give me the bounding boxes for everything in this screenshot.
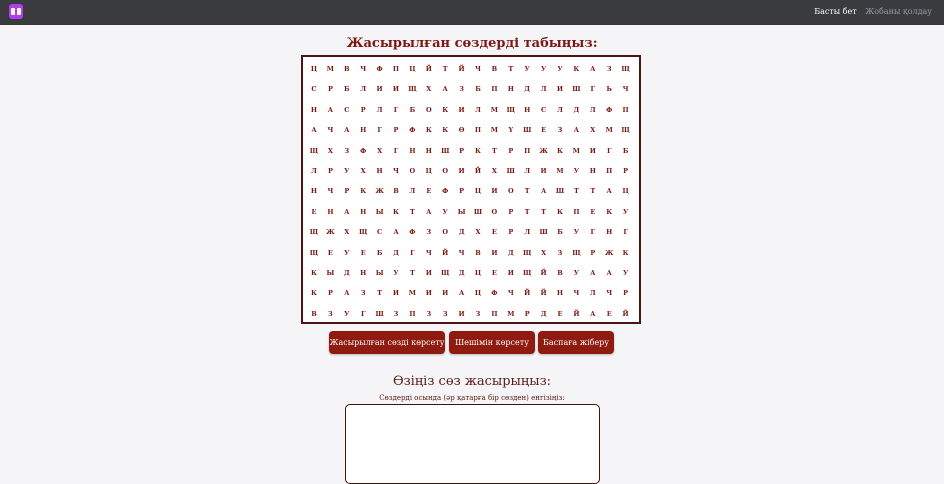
grid-cell[interactable]: Е [541,126,547,135]
grid-cell[interactable]: Д [458,269,465,277]
grid-row [306,59,640,79]
nav-links [808,7,932,17]
grid-cell[interactable]: И [376,85,383,94]
grid-cell[interactable]: А [573,126,580,135]
grid-cell[interactable]: З [426,228,432,237]
grid-cell[interactable]: Г [393,105,399,114]
grid-cell[interactable]: Х [541,248,547,257]
grid-cell[interactable]: И [589,146,596,155]
grid-cell[interactable]: К [557,207,563,216]
grid-row [306,120,640,140]
grid-cell[interactable]: Х [491,167,497,175]
grid-row [306,263,640,283]
grid-cell[interactable]: Н [425,146,432,155]
grid-cell[interactable]: Й [622,309,629,318]
grid-cell[interactable]: А [442,85,448,94]
grid-cell[interactable]: Е [491,228,497,237]
grid-cell[interactable]: Й [540,269,547,277]
grid-cell[interactable]: Ш [375,309,384,318]
grid-cell[interactable]: Щ [309,228,319,237]
grid-cell[interactable]: Т [409,269,415,277]
grid-cell[interactable]: К [311,269,317,277]
grid-cell[interactable]: Ь [606,85,612,94]
grid-cell[interactable]: Ч [327,187,334,196]
grid-cell[interactable]: З [426,309,432,318]
grid-cell[interactable]: Ф [376,65,383,73]
grid-cell[interactable]: Ч [393,167,399,175]
logo-icon[interactable] [9,4,23,19]
grid-cell[interactable]: Щ [309,146,319,155]
grid-cell[interactable]: А [590,269,596,277]
grid-cell[interactable]: П [491,309,498,318]
grid-cell[interactable]: Р [393,126,399,135]
grid-cell[interactable]: П [409,309,416,318]
grid-cell[interactable]: Д [343,269,350,277]
grid-cell[interactable]: Х [377,146,383,155]
grid-cell[interactable]: А [540,187,547,196]
grid-cell[interactable]: И [458,309,465,318]
grid-cell[interactable]: М [326,65,334,73]
print-button[interactable]: Баспаға жіберу [538,331,614,354]
grid-cell[interactable]: Г [606,146,612,155]
grid-cell[interactable]: Ф [606,105,613,114]
grid-cell[interactable]: М [605,126,613,135]
grid-cell[interactable]: Л [475,105,481,114]
grid-cell[interactable]: В [393,187,399,196]
grid-cell[interactable]: Й [524,289,531,298]
grid-cell[interactable]: Ч [622,85,629,94]
grid-cell[interactable]: И [392,289,400,298]
grid-cell[interactable]: Р [327,167,333,175]
grid-cell[interactable]: И [540,167,547,175]
grid-cell[interactable]: У [540,65,547,73]
grid-cell[interactable]: Н [524,105,531,114]
grid-cell[interactable]: О [442,167,449,175]
grid-cell[interactable]: Н [310,187,318,196]
grid-cell[interactable]: Ф [409,126,416,135]
grid-cell[interactable]: И [425,289,432,298]
grid-cell[interactable]: Ц [425,167,432,175]
show-solution-button[interactable]: Шешімін көрсету [449,331,535,354]
grid-cell[interactable]: О [425,105,432,114]
grid-cell[interactable]: Ц [310,65,318,73]
grid-row [306,283,640,303]
grid-cell[interactable]: Т [541,207,547,216]
grid-cell[interactable]: Ш [441,146,450,155]
grid-cell[interactable]: Н [360,269,367,277]
grid-cell[interactable]: Р [327,85,333,94]
grid-cell[interactable]: З [328,309,333,318]
grid-cell[interactable]: Й [458,65,465,73]
grid-cell[interactable]: Ш [506,167,515,175]
grid-cell[interactable]: Ш [572,85,581,94]
grid-cell[interactable]: Ч [573,289,580,298]
grid-cell[interactable]: Б [409,105,416,114]
grid-cell[interactable]: Г [623,228,628,237]
grid-cell[interactable]: И [392,85,400,94]
grid-cell[interactable]: П [573,207,580,216]
grid-cell[interactable]: Т [524,207,530,216]
grid-cell[interactable]: М [408,289,416,298]
grid-cell[interactable]: З [475,309,481,318]
grid-cell[interactable]: Ф [409,228,416,237]
grid-cell[interactable]: Ц [409,65,416,73]
grid-cell[interactable]: Ж [326,228,335,237]
grid-cell[interactable]: Б [344,85,350,94]
grid-cell[interactable]: П [622,105,629,114]
grid-cell[interactable]: Л [376,105,383,114]
grid-cell[interactable]: Д [540,309,547,318]
grid-cell[interactable]: И [458,105,465,114]
grid-cell[interactable]: А [393,228,399,237]
grid-cell[interactable]: Е [606,309,612,318]
words-input-hint: Сөздерді осында (әр қатарға бір сөзден) енгізіңіз: [379,394,565,402]
grid-cell[interactable]: О [409,167,416,175]
grid-cell[interactable]: И [458,167,465,175]
grid-cell[interactable]: К [360,187,367,196]
grid-cell[interactable]: Т [524,187,530,196]
grid-cell[interactable]: У [622,207,629,216]
grid-cell[interactable]: З [442,309,448,318]
grid-row [306,222,640,242]
grid-row [306,79,640,99]
grid-cell[interactable]: О [442,228,449,237]
grid-cell[interactable]: Д [458,228,465,237]
words-input[interactable] [345,404,600,484]
grid-cell[interactable]: А [344,126,350,135]
grid-cell[interactable]: Щ [506,105,515,114]
grid-cell[interactable]: Л [589,105,596,114]
grid-cell[interactable]: Ф [442,187,449,196]
grid-cell[interactable]: Ж [539,146,548,155]
grid-cell[interactable]: Ч [360,65,367,73]
grid-cell[interactable]: И [425,269,432,277]
grid-cell[interactable]: И [556,85,564,94]
grid-cell[interactable]: У [524,65,530,73]
grid-cell[interactable]: Е [311,207,317,216]
grid-cell[interactable]: Г [590,228,596,237]
grid-cell[interactable]: О [507,187,514,196]
grid-cell[interactable]: Ы [375,207,384,216]
grid-cell[interactable]: Н [409,146,416,155]
grid-cell[interactable]: Н [310,105,318,114]
grid-cell[interactable]: Е [327,248,333,257]
grid-cell[interactable]: М [490,126,498,135]
grid-cell[interactable]: П [392,65,400,73]
grid-cell[interactable]: Щ [358,228,368,237]
grid-cell[interactable]: З [459,85,464,94]
grid-cell[interactable]: Б [475,85,481,94]
grid-cell[interactable]: А [590,65,596,73]
grid-cell[interactable]: Ж [375,187,384,196]
grid-cell[interactable]: Ы [326,269,335,277]
grid-cell[interactable]: Л [524,228,531,237]
grid-cell[interactable]: В [491,65,498,73]
grid-cell[interactable]: П [606,167,613,175]
grid-cell[interactable]: К [606,207,613,216]
grid-cell[interactable]: Т [491,146,497,155]
grid-cell[interactable]: И [491,187,498,196]
grid-cell[interactable]: Р [623,167,629,175]
grid-cell[interactable]: А [458,289,465,298]
grid-cell[interactable]: Г [393,146,399,155]
grid-cell[interactable]: У [344,167,350,175]
grid-cell[interactable]: З [344,146,350,155]
grid-cell[interactable]: У [557,65,563,73]
grid-cell[interactable]: Р [508,207,514,216]
grid-cell[interactable]: Щ [572,248,581,257]
grid-cell[interactable]: Г [377,126,382,135]
grid-cell[interactable]: Д [524,85,531,94]
grid-cell[interactable]: В [475,248,481,257]
grid-row [306,100,640,120]
grid-cell[interactable]: Х [590,126,596,135]
grid-cell[interactable]: З [606,65,612,73]
grid-cell[interactable]: Ы [375,269,384,277]
grid-cell[interactable]: Г [590,85,596,94]
grid-cell[interactable]: М [490,105,498,114]
grid-row [306,202,640,222]
grid-cell[interactable]: Л [589,289,596,298]
grid-cell[interactable]: У [573,228,580,237]
grid-cell[interactable]: Б [557,228,563,237]
grid-cell[interactable]: Т [377,289,383,298]
nav-home-link[interactable]: Басты бет [814,7,857,16]
grid-cell[interactable]: Ш [473,207,483,216]
grid-cell[interactable]: Н [360,207,367,216]
grid-cell[interactable]: Й [540,289,547,298]
grid-cell[interactable]: К [393,207,399,216]
grid-cell[interactable]: Р [524,309,530,318]
grid-cell[interactable]: М [556,167,564,175]
grid-cell[interactable]: Ф [360,146,367,155]
grid-cell[interactable]: Ц [474,289,482,298]
grid-cell[interactable]: Щ [408,85,417,94]
grid-cell[interactable]: У [573,269,580,277]
grid-cell[interactable]: Л [524,167,531,175]
grid-cell[interactable]: Е [590,207,596,216]
grid-cell[interactable]: П [524,146,531,155]
grid-cell[interactable]: Ч [425,248,432,257]
grid-cell[interactable]: Ш [523,126,532,135]
grid-cell[interactable]: Б [622,146,629,155]
grid-cell[interactable]: Х [360,167,366,175]
grid-cell[interactable]: В [344,65,350,73]
grid-row [306,141,640,161]
grid-cell[interactable]: Ч [458,248,465,257]
grid-cell[interactable]: К [442,126,449,135]
grid-cell[interactable]: Н [589,167,596,175]
grid-cell[interactable]: Р [590,248,596,257]
puzzle-title: Жасырылған сөздерді табыңыз: [346,36,598,51]
grid-cell[interactable]: Ц [474,187,482,196]
grid-cell[interactable]: Р [360,105,366,114]
grid-cell[interactable]: О [491,207,498,216]
grid-cell[interactable]: Ц [622,187,629,196]
grid-cell[interactable]: Р [344,187,350,196]
grid-cell[interactable]: Т [573,187,579,196]
grid-cell[interactable]: В [311,309,317,318]
grid-cell[interactable]: Щ [309,248,319,257]
grid-cell[interactable]: С [311,85,317,94]
grid-cell[interactable]: Х [475,228,481,237]
grid-cell[interactable]: Т [409,207,415,216]
grid-cell[interactable]: У [344,248,350,257]
grid-cell[interactable]: А [344,289,350,298]
grid-cell[interactable]: Е [557,309,563,318]
grid-cell[interactable]: Й [573,309,580,318]
grid-cell[interactable]: Т [590,187,596,196]
grid-cell[interactable]: Л [409,187,416,196]
grid-cell[interactable]: Ш [555,187,565,196]
grid-cell[interactable]: Щ [621,65,630,73]
grid-cell[interactable]: Н [507,85,514,94]
grid-cell[interactable]: А [606,269,612,277]
grid-row [306,161,640,181]
show-hidden-word-button[interactable]: Жасырылған сөзді көрсету [329,331,445,354]
grid-cell[interactable]: Г [410,248,415,257]
grid-cell[interactable]: С [344,105,350,114]
create-puzzle-title: Өзіңіз сөз жасырыңыз: [392,374,552,389]
grid-cell[interactable]: Х [344,228,350,237]
grid-cell[interactable]: Д [573,105,580,114]
grid-cell[interactable]: Щ [522,248,532,257]
grid-cell[interactable]: Н [606,228,613,237]
grid-cell[interactable]: К [425,126,432,135]
grid-cell[interactable]: У [344,309,350,318]
grid-row [306,181,640,201]
grid-cell[interactable]: С [541,105,547,114]
grid-cell[interactable]: К [475,146,481,155]
grid-cell[interactable]: Е [360,248,366,257]
grid-cell[interactable]: П [474,126,482,135]
grid-cell[interactable]: Н [556,289,564,298]
grid-cell[interactable]: Р [459,187,465,196]
grid-cell[interactable]: У [442,207,448,216]
grid-cell[interactable]: З [360,289,366,298]
grid-cell[interactable]: Р [508,146,514,155]
grid-cell[interactable]: З [393,309,399,318]
grid-cell[interactable]: Л [557,105,563,114]
grid-cell[interactable]: Н [327,207,334,216]
grid-cell[interactable]: А [590,309,596,318]
grid-cell[interactable]: К [622,248,629,257]
grid-cell[interactable]: З [557,248,563,257]
grid-cell[interactable]: Ч [507,289,514,298]
grid-cell[interactable]: А [311,126,317,135]
word-search-grid [301,55,641,324]
grid-cell[interactable]: А [426,207,432,216]
grid-cell[interactable]: Й [474,167,482,175]
grid-cell[interactable]: Р [459,146,465,155]
grid-cell[interactable]: М [507,309,515,318]
grid-cell[interactable]: Ч [327,126,334,135]
grid-cell[interactable]: Ф [491,289,498,298]
grid-cell[interactable]: Л [540,85,547,94]
grid-cell[interactable]: К [557,146,563,155]
grid-row [306,243,640,263]
grid-cell[interactable]: Щ [522,269,532,277]
grid-cell[interactable]: Щ [440,269,450,277]
grid-cell[interactable]: Ч [606,289,613,298]
grid-cell[interactable]: Ц [474,269,482,277]
grid-cell[interactable]: И [491,248,498,257]
grid-cell[interactable]: У [622,269,629,277]
grid-row [306,304,640,324]
grid-cell[interactable]: Л [360,85,367,94]
grid-cell[interactable]: Ы [457,207,466,216]
grid-cell[interactable]: Д [507,248,514,257]
grid-cell[interactable]: Р [508,228,514,237]
grid-cell[interactable]: Т [508,65,514,73]
grid-cell[interactable]: Ч [475,65,481,73]
grid-cell[interactable]: М [572,146,580,155]
grid-cell[interactable]: З [557,126,563,135]
grid-cell[interactable]: Щ [621,126,630,135]
grid-cell[interactable]: Х [426,85,432,94]
grid-cell[interactable]: Н [360,126,367,135]
grid-cell[interactable]: В [557,269,563,277]
nav-support-link[interactable]: Жобаны қолдау [865,7,932,16]
grid-cell[interactable]: Ж [604,248,614,257]
grid-cell[interactable]: П [491,85,498,94]
grid-cell[interactable]: Ө [458,126,465,135]
grid-cell[interactable]: А [327,105,334,114]
grid-cell[interactable]: У [393,269,399,277]
grid-cell[interactable]: Л [311,167,317,175]
grid-cell[interactable]: Т [442,65,448,73]
grid-cell[interactable]: С [377,228,383,237]
grid-cell[interactable]: Й [442,248,449,257]
grid-cell[interactable]: У [573,167,580,175]
grid-cell[interactable]: К [442,105,449,114]
grid-cell[interactable]: К [311,289,317,298]
grid-cell[interactable]: Д [393,248,399,257]
grid-cell[interactable]: Й [425,65,432,73]
grid-cell[interactable]: Е [491,269,497,277]
grid-cell[interactable]: Н [376,167,383,175]
grid-cell[interactable]: Г [360,309,366,318]
grid-cell[interactable]: Х [327,146,333,155]
grid-cell[interactable]: Е [426,187,432,196]
grid-cell[interactable]: Ш [539,228,548,237]
grid-cell[interactable]: Р [327,289,333,298]
grid-cell[interactable]: И [442,289,449,298]
grid-cell[interactable]: И [507,269,514,277]
grid-cell[interactable]: А [344,207,350,216]
grid-cell[interactable]: К [573,65,580,73]
grid-cell[interactable]: Ү [508,126,514,135]
grid-cell[interactable]: А [606,187,612,196]
grid-cell[interactable]: Р [623,289,629,298]
grid-cell[interactable]: Б [376,248,383,257]
top-navbar [0,0,944,25]
